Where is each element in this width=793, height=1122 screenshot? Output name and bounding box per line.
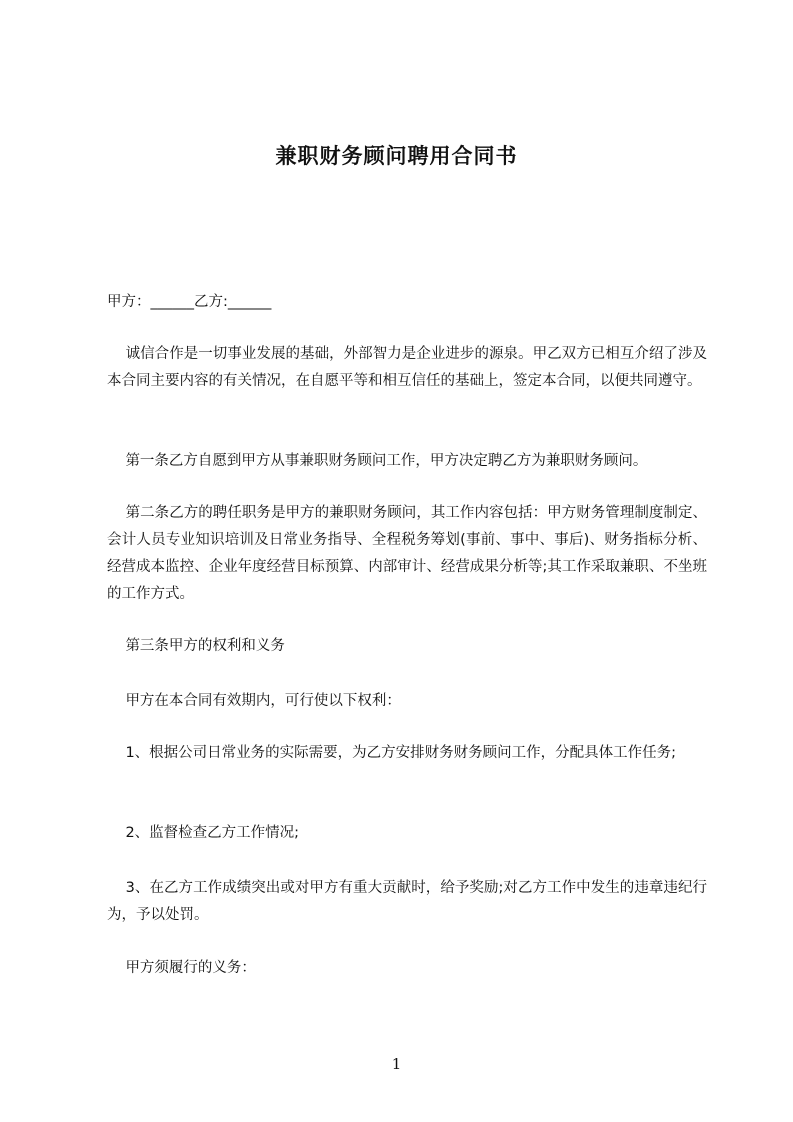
page-number: 1 [391, 1055, 402, 1073]
paragraph-right-1: 1、根据公司日常业务的实际需要，为乙方安排财务财务顾问工作，分配具体工作任务; [107, 745, 677, 761]
paragraph-right-2: 2、监督检查乙方工作情况; [107, 825, 300, 841]
paragraph-article-3-heading: 第三条甲方的权利和义务 [107, 638, 285, 654]
paragraph-article-2: 第二条乙方的聘任职务是甲方的兼职财务顾问，其工作内容包括：甲方财务管理制度制定、会计人员专业知识培训及日常业务指导、全程税务筹划(事前、事中、事后)、财务指标分析、经营成本监控、企业年度经营目标预算、内部审计、经营成果分析等;其工作采取兼职、不坐班的工作方式。 [107, 505, 708, 602]
document-title: 兼职财务顾问聘用合同书 [275, 144, 518, 168]
paragraph-right-3: 3、在乙方工作成绩突出或对甲方有重大贡献时，给予奖励;对乙方工作中发生的违章违纪行为，予以处罚。 [107, 880, 708, 923]
paragraph-party-a-rights: 甲方在本合同有效期内，可行使以下权利： [107, 693, 401, 709]
paragraph-party-a-obligations: 甲方须履行的义务： [107, 960, 256, 976]
parties-line: 甲方：______乙方:______ [107, 294, 272, 310]
paragraph-intro: 诚信合作是一切事业发展的基础，外部智力是企业进步的源泉。甲乙双方已相互介绍了涉及本合同主要内容的有关情况，在自愿平等和相互信任的基础上，签定本合同，以便共同遵守。 [107, 346, 708, 389]
paragraph-article-1: 第一条乙方自愿到甲方从事兼职财务顾问工作，甲方决定聘乙方为兼职财务顾问。 [107, 453, 648, 469]
